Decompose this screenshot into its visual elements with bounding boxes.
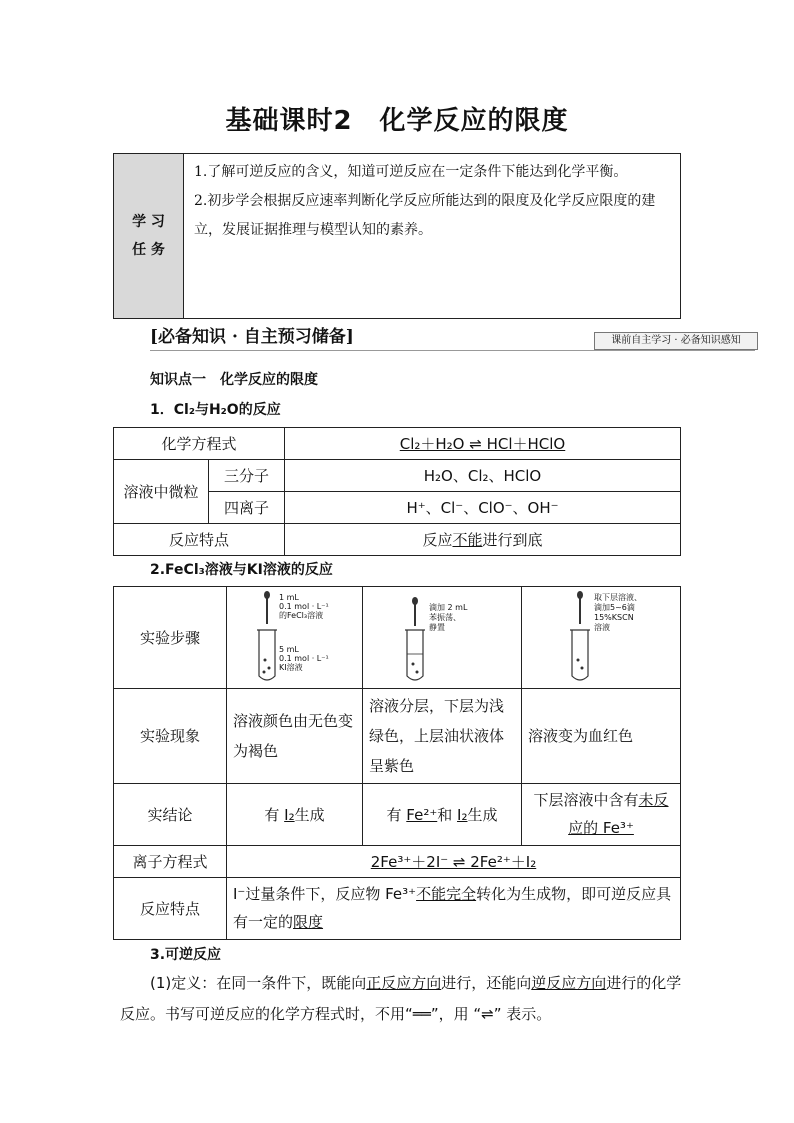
table-cl2-h2o <box>113 427 681 556</box>
section-tag: 课前自主学习 · 必备知识感知 <box>594 332 758 350</box>
knowledge-point-1-heading: 知识点一 化学反应的限度 <box>150 372 318 388</box>
t1-label-molecules: 三分子 <box>209 460 285 492</box>
learning-task-box <box>113 153 681 319</box>
t2-phenomenon-2: 溶液分层，下层为浅绿色，上层油状液体呈紫色 <box>363 689 522 783</box>
t2-conclusion-2: 有 Fe²⁺和 I₂生成 <box>363 783 522 845</box>
t1-value-equation: Cl₂＋H₂O ⇌ HCl＋HClO <box>285 428 681 460</box>
t2-ionic-equation: 2Fe³⁺＋2I⁻ ⇌ 2Fe²⁺＋I₂ <box>227 845 681 877</box>
t2-label-ionic-equation: 离子方程式 <box>114 845 227 877</box>
t1-group-particles: 溶液中微粒 <box>114 460 209 524</box>
t1-label-ions: 四离子 <box>209 492 285 524</box>
t2-conclusion-3: 下层溶液中含有未反应的 Fe³⁺ <box>522 783 681 845</box>
t2-step-3: 取下层溶液、 滴加5~6滴 15%KSCN 溶液 <box>522 587 681 689</box>
t1-value-ions: H⁺、Cl⁻、ClO⁻、OH⁻ <box>285 492 681 524</box>
subheading-3: 3.可逆反应 <box>150 947 222 963</box>
learning-task-content <box>184 154 681 319</box>
t2-conclusion-1: 有 I₂生成 <box>227 783 363 845</box>
task-item-2: 2.初步学会根据反应速率判断化学反应所能达到的限度及化学反应限度的建立，发展证据推理与模型认知的素养。 <box>194 193 656 238</box>
t2-label-feature: 反应特点 <box>114 877 227 939</box>
task-item-1: 1.了解可逆反应的含义，知道可逆反应在一定条件下能达到化学平衡。 <box>194 164 628 180</box>
t1-label-feature: 反应特点 <box>114 524 285 556</box>
t2-label-conclusion: 实结论 <box>114 783 227 845</box>
page-title: 基础课时2 化学反应的限度 <box>225 106 569 136</box>
t1-label-equation: 化学方程式 <box>114 428 285 460</box>
subheading-2: 2.FeCl₃溶液与KI溶液的反应 <box>150 562 333 578</box>
section-heading: [必备知识 · 自主预习储备] <box>150 327 354 347</box>
table-fecl3-ki <box>113 586 681 940</box>
t2-label-phenomenon: 实验现象 <box>114 689 227 783</box>
learning-task-label: 学 习 任 务 <box>114 154 184 319</box>
definition-paragraph: (1)定义：在同一条件下，既能向正反应方向进行，还能向逆反应方向进行的化学反应。书写可逆反应的化学方程式时，不用“══”，用 “⇌” 表示。 <box>120 974 682 1023</box>
t2-phenomenon-3: 溶液变为血红色 <box>522 689 681 783</box>
t2-step-1: 1 mL 0.1 mol · L⁻¹ 的FeCl₃溶液 5 mL 0.1 mol · L⁻¹ KI溶液 <box>227 587 363 689</box>
t1-value-molecules: H₂O、Cl₂、HClO <box>285 460 681 492</box>
section-divider <box>150 350 755 351</box>
t2-feature: I⁻过量条件下，反应物 Fe³⁺不能完全转化为生成物，即可逆反应具有一定的限度 <box>227 877 681 939</box>
t2-step-2: 滴加 2 mL 苯振荡、 静置 <box>363 587 522 689</box>
t1-value-feature: 反应不能进行到底 <box>285 524 681 556</box>
t2-label-steps: 实验步骤 <box>114 587 227 689</box>
subheading-1: 1．Cl₂与H₂O的反应 <box>150 402 281 418</box>
t2-phenomenon-1: 溶液颜色由无色变为褐色 <box>227 689 363 783</box>
